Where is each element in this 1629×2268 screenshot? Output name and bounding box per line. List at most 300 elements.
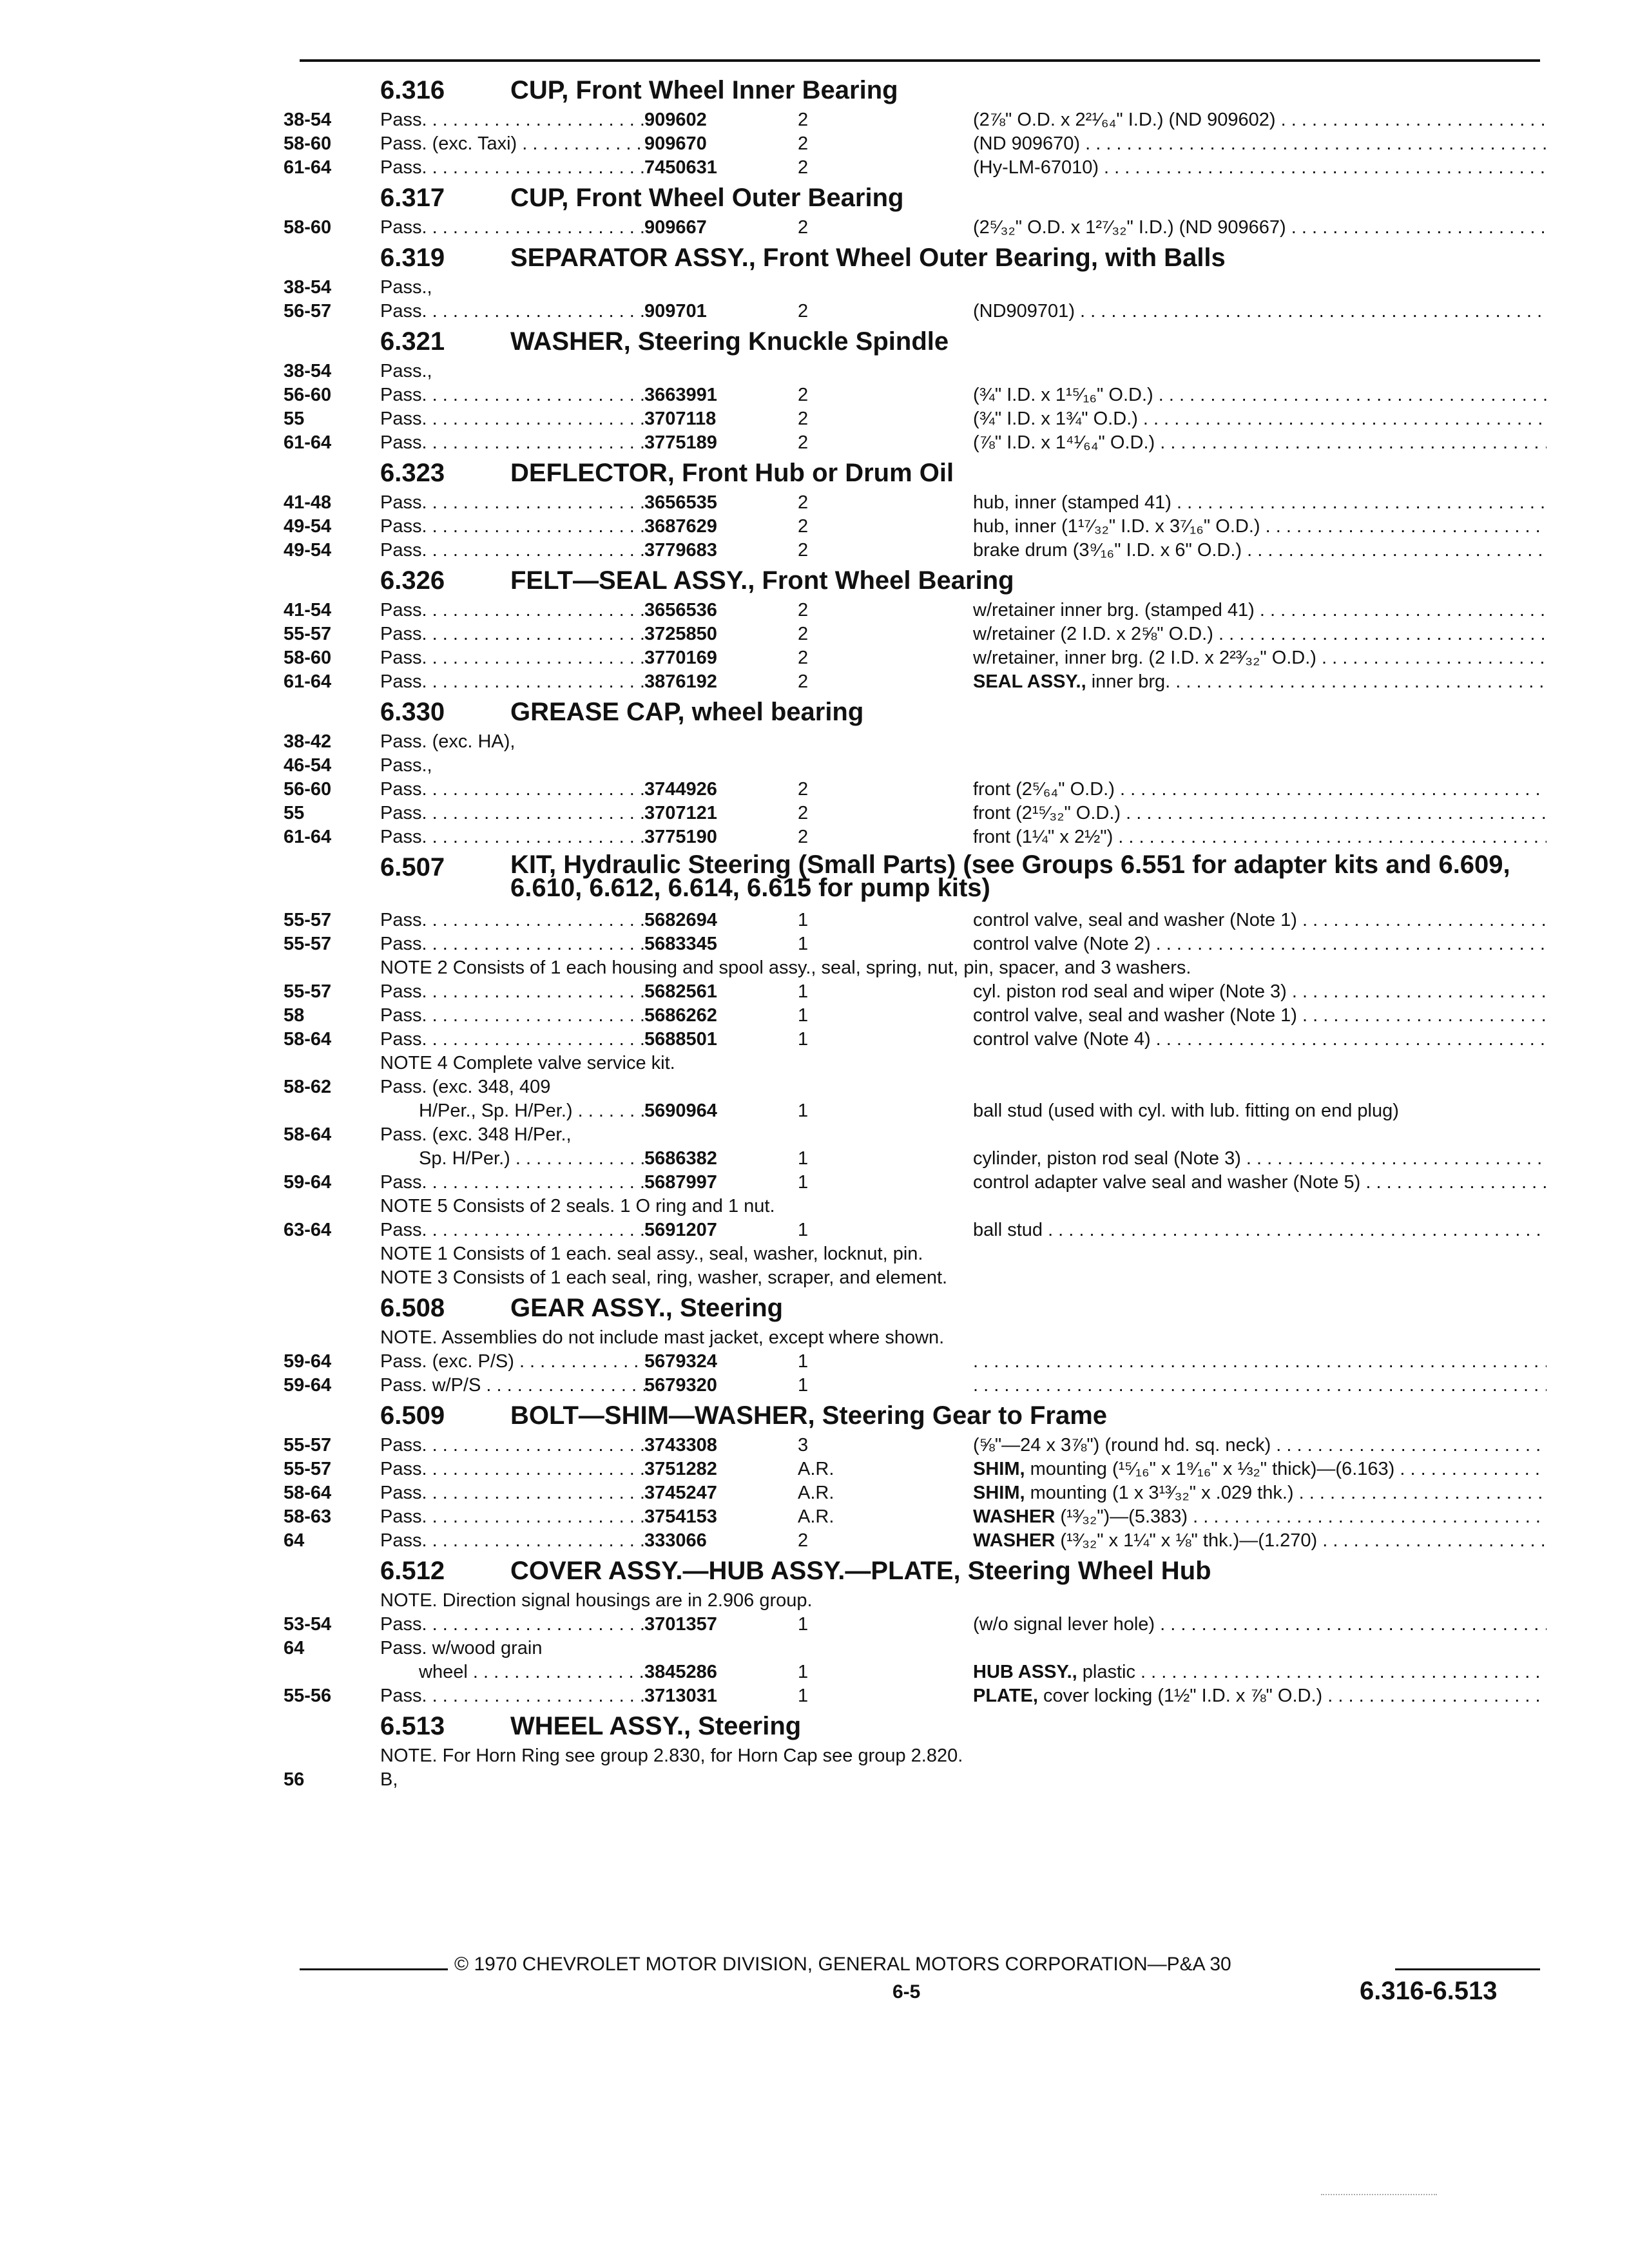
part-row bbox=[284, 778, 1547, 802]
part-number: 5686382 bbox=[644, 1148, 717, 1169]
model-years: 55-57 bbox=[284, 934, 332, 954]
model-years: 55-57 bbox=[284, 624, 332, 644]
part-row bbox=[284, 599, 1547, 622]
description-text: brake drum (3⁹⁄₁₆" I.D. x 6" O.D.) bbox=[973, 540, 1242, 561]
part-row bbox=[284, 1457, 1547, 1481]
application: Pass. . . . bbox=[380, 1613, 646, 1637]
quantity: 1 bbox=[798, 910, 809, 930]
part-number: 3876192 bbox=[644, 671, 717, 692]
description bbox=[973, 491, 1547, 515]
application: Pass., bbox=[380, 277, 432, 298]
description bbox=[973, 1481, 1547, 1505]
part-row bbox=[284, 1529, 1547, 1553]
description-text: front (2¹⁵⁄₃₂" O.D.) bbox=[973, 803, 1121, 823]
part-row bbox=[284, 1374, 1547, 1398]
part-row bbox=[284, 132, 1547, 156]
part-row bbox=[284, 515, 1547, 539]
quantity: 1 bbox=[798, 1148, 809, 1169]
description bbox=[973, 1218, 1547, 1242]
description-bold: HUB ASSY., bbox=[973, 1662, 1077, 1682]
part-row bbox=[284, 300, 1547, 323]
part-row bbox=[284, 646, 1547, 670]
model-years: 64 bbox=[284, 1530, 305, 1551]
description-text: (2⁵⁄₃₂" O.D. x 1²⁷⁄₃₂" I.D.) (ND 909667) bbox=[973, 217, 1286, 238]
description-text: (¹³⁄₃₂")—(5.383) bbox=[1055, 1506, 1188, 1527]
quantity: 1 bbox=[798, 1375, 809, 1396]
model-years: 56-60 bbox=[284, 779, 332, 800]
description bbox=[973, 646, 1547, 670]
part-row bbox=[284, 670, 1547, 694]
model-years: 55-57 bbox=[284, 910, 332, 930]
description-text: ball stud (used with cyl. with lub. fitting on end plug) bbox=[973, 1100, 1399, 1121]
note-line: NOTE. Direction signal housings are in 2.906 group. bbox=[380, 1590, 813, 1611]
description bbox=[973, 156, 1547, 180]
quantity: 1 bbox=[798, 1686, 809, 1706]
application: Pass., bbox=[380, 361, 432, 381]
section-heading bbox=[284, 72, 1547, 108]
section-title: KIT, Hydraulic Steering (Small Parts) (see Groups 6.551 for adapter kits and 6.609, 6.610, 6.612, 6.614, 6.615 for pump kits) bbox=[510, 850, 1510, 902]
part-row bbox=[284, 825, 1547, 849]
application: Pass. . . . bbox=[380, 108, 646, 132]
description bbox=[973, 670, 1547, 694]
part-number: 5687997 bbox=[644, 1172, 717, 1193]
description-text: (Hy-LM-67010) bbox=[973, 157, 1099, 178]
model-years: 59-64 bbox=[284, 1351, 332, 1372]
part-row bbox=[284, 276, 1547, 300]
application: Pass. . . . bbox=[380, 825, 646, 849]
description-text: plastic bbox=[1077, 1662, 1135, 1682]
application: Pass. . . . bbox=[380, 599, 646, 622]
quantity: 2 bbox=[798, 110, 809, 130]
model-years: 56-60 bbox=[284, 385, 332, 405]
application: Pass. . . . bbox=[380, 491, 646, 515]
part-number: 5682561 bbox=[644, 981, 717, 1002]
part-row bbox=[284, 908, 1547, 932]
application: Pass. . . . bbox=[380, 670, 646, 694]
model-years: 58 bbox=[284, 1005, 305, 1026]
quantity: 2 bbox=[798, 803, 809, 823]
description-text: (⅝"—24 x 3⅞") (round hd. sq. neck) bbox=[973, 1435, 1271, 1456]
part-row bbox=[284, 539, 1547, 562]
quantity: A.R. bbox=[798, 1459, 834, 1479]
description bbox=[973, 599, 1547, 622]
part-number: 3707121 bbox=[644, 803, 717, 823]
part-row bbox=[284, 1505, 1547, 1529]
application: Pass. . . . bbox=[380, 300, 646, 323]
quantity: 2 bbox=[798, 516, 809, 537]
part-number: 909602 bbox=[644, 110, 707, 130]
section-heading bbox=[284, 455, 1547, 491]
section-number: 6.326 bbox=[380, 566, 445, 595]
description bbox=[973, 1099, 1547, 1123]
part-number: 5679320 bbox=[644, 1375, 717, 1396]
quantity: 1 bbox=[798, 1172, 809, 1193]
quantity: 1 bbox=[798, 1005, 809, 1026]
section-heading bbox=[284, 694, 1547, 730]
description-text: cover locking (1½" I.D. x ⅞" O.D.) bbox=[1037, 1686, 1323, 1706]
application: Pass. . . . bbox=[380, 1529, 646, 1553]
description-text: control valve (Note 4) bbox=[973, 1029, 1151, 1050]
model-years: 55 bbox=[284, 803, 305, 823]
part-number: 3775190 bbox=[644, 827, 717, 847]
part-row bbox=[284, 1171, 1547, 1195]
description bbox=[973, 802, 1547, 825]
section-heading bbox=[284, 562, 1547, 599]
application: Pass. . . . bbox=[380, 1684, 646, 1708]
model-years: 58-62 bbox=[284, 1077, 332, 1097]
description bbox=[973, 932, 1547, 956]
model-years: 56-57 bbox=[284, 301, 332, 322]
quantity: 2 bbox=[798, 827, 809, 847]
description-text: (w/o signal lever hole) bbox=[973, 1614, 1155, 1635]
section-title: DEFLECTOR, Front Hub or Drum Oil bbox=[510, 459, 954, 487]
quantity: 1 bbox=[798, 1662, 809, 1682]
application: Pass. . . . bbox=[380, 1481, 646, 1505]
application: Pass. . . . bbox=[380, 1171, 646, 1195]
quantity: 1 bbox=[798, 1029, 809, 1050]
description bbox=[973, 778, 1547, 802]
description-bold: SHIM, bbox=[973, 1483, 1025, 1503]
description-text: hub, inner (stamped 41) bbox=[973, 492, 1171, 513]
model-years: 58-60 bbox=[284, 133, 332, 154]
application: Pass. . . . bbox=[380, 646, 646, 670]
part-number: 3713031 bbox=[644, 1686, 717, 1706]
part-row bbox=[284, 216, 1547, 240]
description bbox=[973, 383, 1547, 407]
description bbox=[973, 1529, 1547, 1553]
quantity: 2 bbox=[798, 408, 809, 429]
application: Pass. w/wood grain bbox=[380, 1638, 543, 1658]
quantity: 2 bbox=[798, 540, 809, 561]
section-title: SEPARATOR ASSY., Front Wheel Outer Bearing, with Balls bbox=[510, 244, 1226, 272]
part-row bbox=[284, 622, 1547, 646]
description-bold: WASHER bbox=[973, 1530, 1055, 1551]
application: Pass. w/P/S . . . bbox=[380, 1374, 646, 1398]
application: Pass. . . . bbox=[380, 539, 646, 562]
section-number: 6.330 bbox=[380, 698, 445, 726]
note-line: NOTE. For Horn Ring see group 2.830, for Horn Cap see group 2.820. bbox=[380, 1745, 963, 1766]
model-years: 61-64 bbox=[284, 432, 332, 453]
description-text: inner brg. bbox=[1086, 671, 1171, 692]
description-text: w/retainer, inner brg. (2 I.D. x 2²³⁄₃₂" O.D.) bbox=[973, 648, 1316, 668]
section-title: COVER ASSY.—HUB ASSY.—PLATE, Steering Wheel Hub bbox=[510, 1557, 1211, 1585]
description-text: mounting (1 x 3¹³⁄₃₂" x .029 thk.) bbox=[1025, 1483, 1294, 1503]
model-years: 41-48 bbox=[284, 492, 332, 513]
quantity: 2 bbox=[798, 492, 809, 513]
application: Pass. . . . bbox=[380, 431, 646, 455]
application: Pass. (exc. P/S) . . . bbox=[380, 1350, 646, 1374]
description bbox=[973, 216, 1547, 240]
section-heading bbox=[284, 1398, 1547, 1434]
description bbox=[973, 515, 1547, 539]
quantity: 2 bbox=[798, 624, 809, 644]
model-years: 49-54 bbox=[284, 540, 332, 561]
footer-rule-left bbox=[300, 1968, 448, 1970]
quantity: 2 bbox=[798, 157, 809, 178]
section-title: FELT—SEAL ASSY., Front Wheel Bearing bbox=[510, 566, 1014, 595]
description bbox=[973, 825, 1547, 849]
part-number: 5683345 bbox=[644, 934, 717, 954]
model-years: 63-64 bbox=[284, 1220, 332, 1240]
model-years: 61-64 bbox=[284, 827, 332, 847]
description bbox=[973, 1374, 1547, 1398]
quantity: A.R. bbox=[798, 1483, 834, 1503]
part-row bbox=[284, 1147, 1547, 1171]
application: Pass. . . . bbox=[380, 778, 646, 802]
application: Pass. (exc. HA), bbox=[380, 731, 516, 752]
section-number: 6.512 bbox=[380, 1557, 445, 1585]
application: wheel . . . bbox=[419, 1660, 646, 1684]
part-row bbox=[284, 1481, 1547, 1505]
part-row bbox=[284, 383, 1547, 407]
description-text: (¾" I.D. x 1¾" O.D.) bbox=[973, 408, 1138, 429]
part-number: 909670 bbox=[644, 133, 707, 154]
part-row bbox=[284, 407, 1547, 431]
application: Pass. (exc. Taxi) . . . bbox=[380, 132, 646, 156]
section-number: 6.507 bbox=[380, 853, 445, 881]
description bbox=[973, 1171, 1547, 1195]
model-years: 58-64 bbox=[284, 1029, 332, 1050]
part-number: 5688501 bbox=[644, 1029, 717, 1050]
quantity: 1 bbox=[798, 1614, 809, 1635]
section-number: 6.323 bbox=[380, 459, 445, 487]
application: Pass. . . . bbox=[380, 622, 646, 646]
quantity: 1 bbox=[798, 1351, 809, 1372]
section-title: WASHER, Steering Knuckle Spindle bbox=[510, 327, 949, 356]
description bbox=[973, 622, 1547, 646]
description-text: (⅞" I.D. x 1⁴¹⁄₆₄" O.D.) bbox=[973, 432, 1155, 453]
part-row bbox=[284, 1660, 1547, 1684]
model-years: 55-57 bbox=[284, 1459, 332, 1479]
description bbox=[973, 132, 1547, 156]
application: B, bbox=[380, 1769, 398, 1790]
part-number: 3779683 bbox=[644, 540, 717, 561]
quantity: 2 bbox=[798, 779, 809, 800]
model-years: 56 bbox=[284, 1769, 305, 1790]
section-title: CUP, Front Wheel Inner Bearing bbox=[510, 76, 898, 104]
model-years: 55 bbox=[284, 408, 305, 429]
description-text: ball stud bbox=[973, 1220, 1043, 1240]
section-number: 6.321 bbox=[380, 327, 445, 356]
description bbox=[973, 1028, 1547, 1052]
quantity: 3 bbox=[798, 1435, 809, 1456]
description-text: mounting (¹⁵⁄₁₆" x 1⁹⁄₁₆" x ⅓₂" thick)—(6.163) bbox=[1025, 1459, 1395, 1479]
description bbox=[973, 1457, 1547, 1481]
description-text: control valve, seal and washer (Note 1) bbox=[973, 1005, 1297, 1026]
section-heading bbox=[284, 1708, 1547, 1744]
application: Pass. . . . bbox=[380, 1004, 646, 1028]
description-text: control adapter valve seal and washer (Note 5) bbox=[973, 1172, 1361, 1193]
description-bold: SEAL ASSY., bbox=[973, 671, 1086, 692]
application: Pass. (exc. 348 H/Per., bbox=[380, 1124, 572, 1145]
application: Pass. . . . bbox=[380, 407, 646, 431]
description bbox=[973, 431, 1547, 455]
model-years: 58-60 bbox=[284, 648, 332, 668]
part-row bbox=[284, 1099, 1547, 1123]
quantity: 2 bbox=[798, 385, 809, 405]
note-line: NOTE 3 Consists of 1 each seal, ring, washer, scraper, and element. bbox=[380, 1267, 948, 1288]
quantity: 1 bbox=[798, 981, 809, 1002]
description-text: (¾" I.D. x 1¹⁵⁄₁₆" O.D.) bbox=[973, 385, 1153, 405]
part-row bbox=[284, 1434, 1547, 1457]
scan-artifact bbox=[1321, 2194, 1437, 2196]
part-row bbox=[284, 1350, 1547, 1374]
quantity: 2 bbox=[798, 648, 809, 668]
description bbox=[973, 108, 1547, 132]
section-heading bbox=[284, 1290, 1547, 1326]
application: Pass. . . . bbox=[380, 1505, 646, 1529]
description bbox=[973, 1505, 1547, 1529]
application: Pass. . . . bbox=[380, 1028, 646, 1052]
description-bold: WASHER bbox=[973, 1506, 1055, 1527]
parts-listing bbox=[284, 72, 1547, 1792]
model-years: 61-64 bbox=[284, 671, 332, 692]
model-years: 58-64 bbox=[284, 1483, 332, 1503]
model-years: 53-54 bbox=[284, 1614, 332, 1635]
application: Sp. H/Per.) . . . bbox=[419, 1147, 646, 1171]
part-row bbox=[284, 802, 1547, 825]
model-years: 55-57 bbox=[284, 981, 332, 1002]
description-bold: PLATE, bbox=[973, 1686, 1038, 1706]
description-text: cyl. piston rod seal and wiper (Note 3) bbox=[973, 981, 1287, 1002]
part-number: 3775189 bbox=[644, 432, 717, 453]
model-years: 38-42 bbox=[284, 731, 332, 752]
part-row bbox=[284, 730, 1547, 754]
section-number: 6.317 bbox=[380, 184, 445, 212]
description-text: (2⅞" O.D. x 2²¹⁄₆₄" I.D.) (ND 909602) bbox=[973, 110, 1276, 130]
description bbox=[973, 539, 1547, 562]
part-row bbox=[284, 1123, 1547, 1147]
model-years: 58-63 bbox=[284, 1506, 332, 1527]
application: Pass. . . . bbox=[380, 980, 646, 1004]
application: Pass. . . . bbox=[380, 908, 646, 932]
application: Pass. . . . bbox=[380, 156, 646, 180]
part-number: 3751282 bbox=[644, 1459, 717, 1479]
quantity: 2 bbox=[798, 671, 809, 692]
section-heading bbox=[284, 180, 1547, 216]
model-years: 38-54 bbox=[284, 277, 332, 298]
model-years: 58-60 bbox=[284, 217, 332, 238]
description bbox=[973, 1684, 1547, 1708]
description bbox=[973, 1350, 1547, 1374]
section-number: 6.319 bbox=[380, 244, 445, 272]
description bbox=[973, 300, 1547, 323]
application: Pass. . . . bbox=[380, 383, 646, 407]
section-heading bbox=[284, 323, 1547, 360]
part-number: 3707118 bbox=[644, 408, 717, 429]
part-row bbox=[284, 108, 1547, 132]
part-row bbox=[284, 754, 1547, 778]
top-rule bbox=[300, 59, 1540, 62]
note-line: NOTE 4 Complete valve service kit. bbox=[380, 1053, 675, 1073]
note-line: NOTE 2 Consists of 1 each housing and spool assy., seal, spring, nut, pin, spacer, and 3 washers. bbox=[380, 957, 1191, 978]
application: Pass. (exc. 348, 409 bbox=[380, 1077, 551, 1097]
quantity: 2 bbox=[798, 133, 809, 154]
part-number: 3744926 bbox=[644, 779, 717, 800]
section-title: CUP, Front Wheel Outer Bearing bbox=[510, 184, 904, 212]
model-years: 41-54 bbox=[284, 600, 332, 620]
description bbox=[973, 407, 1547, 431]
description bbox=[973, 980, 1547, 1004]
note-line: NOTE 5 Consists of 2 seals. 1 O ring and 1 nut. bbox=[380, 1196, 775, 1216]
part-row bbox=[284, 1768, 1547, 1792]
part-number: 3656535 bbox=[644, 492, 717, 513]
part-row bbox=[284, 431, 1547, 455]
part-row bbox=[284, 1028, 1547, 1052]
model-years: 59-64 bbox=[284, 1375, 332, 1396]
note-line: NOTE. Assemblies do not include mast jacket, except where shown. bbox=[380, 1327, 945, 1348]
quantity: A.R. bbox=[798, 1506, 834, 1527]
section-heading bbox=[284, 1553, 1547, 1589]
part-row bbox=[284, 491, 1547, 515]
model-years: 49-54 bbox=[284, 516, 332, 537]
page-number: 6-5 bbox=[892, 1981, 921, 2003]
part-number: 333066 bbox=[644, 1530, 707, 1551]
application: Pass. . . . bbox=[380, 802, 646, 825]
part-number: 3725850 bbox=[644, 624, 717, 644]
section-number: 6.316 bbox=[380, 76, 445, 104]
description bbox=[973, 1147, 1547, 1171]
part-row bbox=[284, 1218, 1547, 1242]
part-number: 5690964 bbox=[644, 1100, 717, 1121]
quantity: 2 bbox=[798, 217, 809, 238]
description-text: front (1¼" x 2½") bbox=[973, 827, 1113, 847]
description-text: control valve (Note 2) bbox=[973, 934, 1151, 954]
model-years: 58-64 bbox=[284, 1124, 332, 1145]
quantity: 2 bbox=[798, 432, 809, 453]
application: Pass. . . . bbox=[380, 216, 646, 240]
model-years: 59-64 bbox=[284, 1172, 332, 1193]
part-number: 3663991 bbox=[644, 385, 717, 405]
part-row bbox=[284, 980, 1547, 1004]
description bbox=[973, 1660, 1547, 1684]
part-number: 7450631 bbox=[644, 157, 717, 178]
part-row bbox=[284, 360, 1547, 383]
description bbox=[973, 1004, 1547, 1028]
description-bold: SHIM, bbox=[973, 1459, 1025, 1479]
description-text: w/retainer (2 I.D. x 2⅝" O.D.) bbox=[973, 624, 1213, 644]
section-title: GREASE CAP, wheel bearing bbox=[510, 698, 864, 726]
note-line: NOTE 1 Consists of 1 each. seal assy., seal, washer, locknut, pin. bbox=[380, 1244, 923, 1264]
section-title: WHEEL ASSY., Steering bbox=[510, 1712, 802, 1740]
application: Pass. . . . bbox=[380, 1218, 646, 1242]
section-number: 6.513 bbox=[380, 1712, 445, 1740]
part-number: 3656536 bbox=[644, 600, 717, 620]
part-number: 3770169 bbox=[644, 648, 717, 668]
part-number: 5691207 bbox=[644, 1220, 717, 1240]
description bbox=[973, 908, 1547, 932]
description-text: (ND 909670) bbox=[973, 133, 1081, 154]
description bbox=[973, 1434, 1547, 1457]
part-number: 3845286 bbox=[644, 1662, 717, 1682]
quantity: 2 bbox=[798, 301, 809, 322]
model-years: 61-64 bbox=[284, 157, 332, 178]
description-text: w/retainer inner brg. (stamped 41) bbox=[973, 600, 1255, 620]
part-number: 909701 bbox=[644, 301, 707, 322]
section-number: 6.508 bbox=[380, 1294, 445, 1322]
description bbox=[973, 1613, 1547, 1637]
application: Pass. . . . bbox=[380, 1457, 646, 1481]
application: Pass. . . . bbox=[380, 932, 646, 956]
part-number: 5679324 bbox=[644, 1351, 717, 1372]
part-row bbox=[284, 156, 1547, 180]
part-number: 3745247 bbox=[644, 1483, 717, 1503]
section-number: 6.509 bbox=[380, 1401, 445, 1430]
part-row bbox=[284, 1075, 1547, 1099]
quantity: 1 bbox=[798, 1100, 809, 1121]
footer-copyright: © 1970 CHEVROLET MOTOR DIVISION, GENERAL MOTORS CORPORATION—P&A 30 bbox=[454, 1954, 1231, 1975]
application: Pass., bbox=[380, 755, 432, 776]
